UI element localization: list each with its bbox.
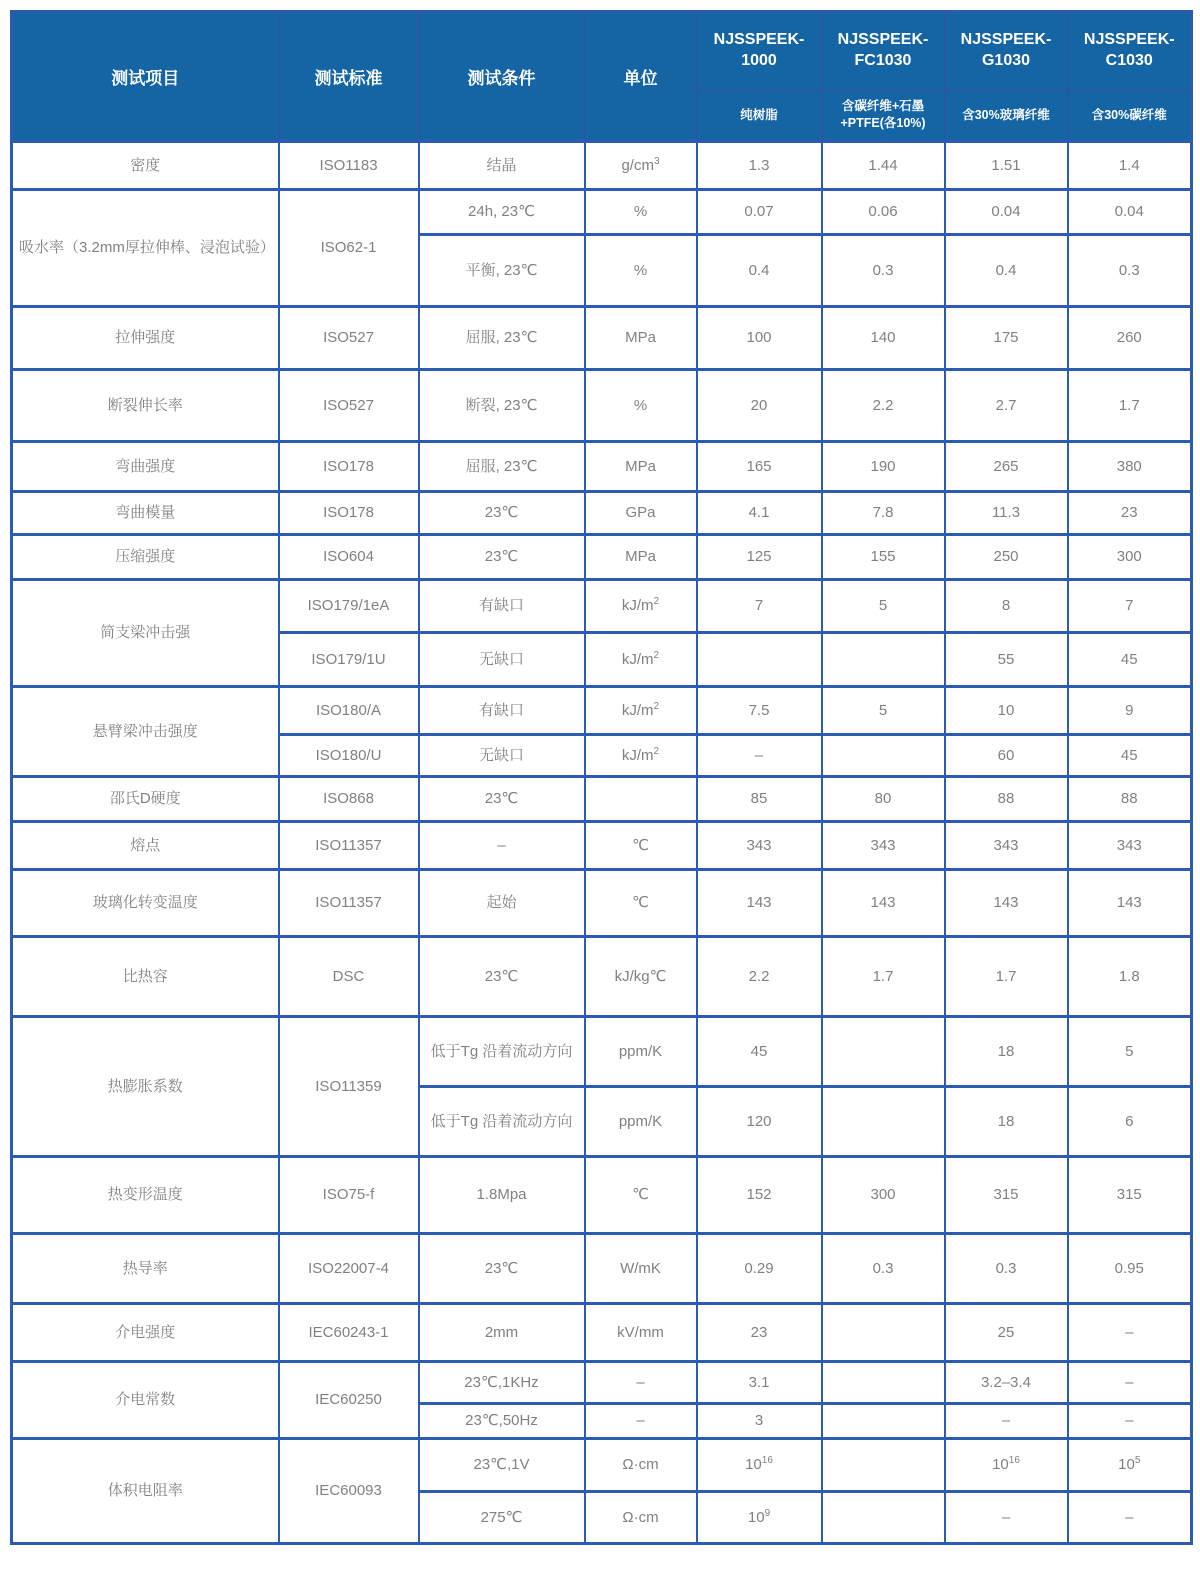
table-row [12,1234,1192,1304]
unit-cell: $kJ/m^2$ [585,687,697,735]
value-cell: 315 [1068,1157,1192,1234]
value-cell: 143 [1068,870,1192,937]
test-item-cell: 弯曲模量 [12,492,279,535]
unit-cell: ℃ [585,1157,697,1234]
product-name-header: NJSSPEEK-1000 [697,12,822,90]
unit-cell: Ω·cm [585,1439,697,1492]
value-cell [822,1404,945,1439]
unit-cell: – [585,1362,697,1404]
value-cell: 8 [945,580,1068,633]
unit-cell: – [585,1404,697,1439]
value-cell: 7.8 [822,492,945,535]
value-cell: 143 [822,870,945,937]
value-cell: 3.2–3.4 [945,1362,1068,1404]
table-row [12,777,1192,822]
standard-cell: ISO179/1U [279,633,419,687]
product-name-header: NJSSPEEK-G1030 [945,12,1068,90]
condition-cell: 275℃ [419,1492,585,1544]
unit-cell: MPa [585,535,697,580]
standard-cell: ISO604 [279,535,419,580]
value-cell: 1.4 [1068,142,1192,190]
value-cell: 155 [822,535,945,580]
value-cell: 100 [697,307,822,370]
value-cell: 2.7 [945,370,1068,442]
standard-cell: ISO868 [279,777,419,822]
value-cell: 3 [697,1404,822,1439]
value-cell: 0.4 [697,235,822,307]
value-cell: 143 [945,870,1068,937]
value-cell: – [1068,1304,1192,1362]
value-cell: 0.06 [822,190,945,235]
value-cell [822,1492,945,1544]
value-cell: 143 [697,870,822,937]
product-desc-header: 含30%玻璃纤维 [945,90,1068,142]
value-cell: 80 [822,777,945,822]
value-cell: 20 [697,370,822,442]
test-item-cell: 热膨胀系数 [12,1017,279,1157]
column-header-4: 单位 [585,12,697,142]
value-cell: 18 [945,1017,1068,1087]
value-cell: 6 [1068,1087,1192,1157]
value-cell: – [697,735,822,777]
table-row [12,937,1192,1017]
value-cell: 2.2 [697,937,822,1017]
value-cell [697,633,822,687]
unit-cell: $kJ/m^2$ [585,633,697,687]
condition-cell: 起始 [419,870,585,937]
value-cell: 120 [697,1087,822,1157]
condition-cell: 断裂, 23℃ [419,370,585,442]
table-row [12,142,1192,190]
value-cell: 300 [1068,535,1192,580]
value-cell: $10^{16}$ [945,1439,1068,1492]
unit-cell: MPa [585,307,697,370]
value-cell: 343 [822,822,945,870]
product-desc-header: 含30%碳纤维 [1068,90,1192,142]
table-row [12,1017,1192,1087]
unit-cell: ppm/K [585,1087,697,1157]
condition-cell: 2mm [419,1304,585,1362]
condition-cell: 24h, 23℃ [419,190,585,235]
value-cell: $10^9$ [697,1492,822,1544]
standard-cell: ISO180/A [279,687,419,735]
value-cell: 260 [1068,307,1192,370]
unit-cell: Ω·cm [585,1492,697,1544]
value-cell: 10 [945,687,1068,735]
value-cell: 88 [1068,777,1192,822]
condition-cell: 23℃,50Hz [419,1404,585,1439]
column-header-3: 测试条件 [419,12,585,142]
value-cell: – [945,1404,1068,1439]
value-cell: 11.3 [945,492,1068,535]
table-row [12,1157,1192,1234]
condition-cell: – [419,822,585,870]
value-cell: 23 [697,1304,822,1362]
test-item-cell: 拉伸强度 [12,307,279,370]
value-cell [822,1087,945,1157]
standard-cell: ISO178 [279,492,419,535]
value-cell: 0.95 [1068,1234,1192,1304]
value-cell: 5 [822,580,945,633]
standard-cell: ISO178 [279,442,419,492]
value-cell: 7.5 [697,687,822,735]
table-row [12,190,1192,235]
condition-cell: 屈服, 23℃ [419,442,585,492]
condition-cell: 平衡, 23℃ [419,235,585,307]
condition-cell: 1.8Mpa [419,1157,585,1234]
test-item-cell: 介电强度 [12,1304,279,1362]
value-cell [822,1362,945,1404]
standard-cell: ISO527 [279,370,419,442]
value-cell: 5 [822,687,945,735]
column-header-2: 测试标准 [279,12,419,142]
table-row [12,492,1192,535]
value-cell: 4.1 [697,492,822,535]
table-header [12,12,1192,142]
value-cell: 25 [945,1304,1068,1362]
test-item-cell: 简支梁冲击强 [12,580,279,687]
table-row [12,1304,1192,1362]
test-item-cell: 断裂伸长率 [12,370,279,442]
value-cell: 380 [1068,442,1192,492]
product-desc-header: 含碳纤维+石墨+PTFE(各10%) [822,90,945,142]
standard-cell: IEC60243-1 [279,1304,419,1362]
value-cell: 190 [822,442,945,492]
table-body [12,142,1192,1544]
value-cell: 85 [697,777,822,822]
value-cell: 152 [697,1157,822,1234]
unit-cell: % [585,190,697,235]
table-row [12,535,1192,580]
condition-cell: 23℃ [419,492,585,535]
table-row [12,870,1192,937]
value-cell: – [1068,1492,1192,1544]
unit-cell: ℃ [585,822,697,870]
value-cell: 7 [697,580,822,633]
material-properties-table [10,10,1193,1545]
condition-cell: 低于Tg 沿着流动方向 [419,1017,585,1087]
test-item-cell: 热变形温度 [12,1157,279,1234]
standard-cell: ISO11359 [279,1017,419,1157]
value-cell: $10^5$ [1068,1439,1192,1492]
standard-cell: IEC60093 [279,1439,419,1544]
value-cell: – [945,1492,1068,1544]
table-row [12,580,1192,633]
value-cell: 0.29 [697,1234,822,1304]
value-cell [822,735,945,777]
value-cell: 2.2 [822,370,945,442]
condition-cell: 23℃,1KHz [419,1362,585,1404]
value-cell [822,1439,945,1492]
condition-cell: 无缺口 [419,633,585,687]
standard-cell: ISO11357 [279,870,419,937]
test-item-cell: 介电常数 [12,1362,279,1439]
condition-cell: 23℃,1V [419,1439,585,1492]
standard-cell: ISO179/1eA [279,580,419,633]
value-cell [822,1017,945,1087]
value-cell: 60 [945,735,1068,777]
column-header-1: 测试项目 [12,12,279,142]
test-item-cell: 弯曲强度 [12,442,279,492]
table-row [12,442,1192,492]
value-cell: 250 [945,535,1068,580]
value-cell: 0.07 [697,190,822,235]
condition-cell: 有缺口 [419,580,585,633]
condition-cell: 有缺口 [419,687,585,735]
condition-cell: 无缺口 [419,735,585,777]
unit-cell: % [585,235,697,307]
value-cell: 5 [1068,1017,1192,1087]
value-cell: 343 [697,822,822,870]
unit-cell: MPa [585,442,697,492]
table-row [12,687,1192,735]
unit-cell: kJ/kg℃ [585,937,697,1017]
test-item-cell: 比热容 [12,937,279,1017]
test-item-cell: 压缩强度 [12,535,279,580]
value-cell: 343 [945,822,1068,870]
unit-cell: kV/mm [585,1304,697,1362]
value-cell: 0.3 [1068,235,1192,307]
test-item-cell: 吸水率（3.2mm厚拉伸棒、浸泡试验） [12,190,279,307]
standard-cell: ISO180/U [279,735,419,777]
value-cell: 0.3 [822,1234,945,1304]
value-cell: 300 [822,1157,945,1234]
standard-cell: ISO527 [279,307,419,370]
value-cell: 0.04 [945,190,1068,235]
test-item-cell: 悬臂梁冲击强度 [12,687,279,777]
standard-cell: ISO62-1 [279,190,419,307]
unit-cell: $kJ/m^2$ [585,735,697,777]
standard-cell: ISO75-f [279,1157,419,1234]
value-cell: 1.8 [1068,937,1192,1017]
value-cell: 1.44 [822,142,945,190]
product-name-header: NJSSPEEK-C1030 [1068,12,1192,90]
test-item-cell: 体积电阻率 [12,1439,279,1544]
value-cell: 0.04 [1068,190,1192,235]
test-item-cell: 邵氏D硬度 [12,777,279,822]
standard-cell: IEC60250 [279,1362,419,1439]
unit-cell: W/mK [585,1234,697,1304]
condition-cell: 结晶 [419,142,585,190]
value-cell: 1.7 [822,937,945,1017]
value-cell: 1.51 [945,142,1068,190]
condition-cell: 23℃ [419,777,585,822]
value-cell: 45 [1068,633,1192,687]
test-item-cell: 热导率 [12,1234,279,1304]
product-desc-header: 纯树脂 [697,90,822,142]
value-cell: 0.3 [822,235,945,307]
value-cell: 3.1 [697,1362,822,1404]
table-row [12,1362,1192,1404]
value-cell: 0.3 [945,1234,1068,1304]
value-cell: 55 [945,633,1068,687]
condition-cell: 23℃ [419,1234,585,1304]
condition-cell: 23℃ [419,535,585,580]
standard-cell: DSC [279,937,419,1017]
standard-cell: ISO1183 [279,142,419,190]
test-item-cell: 玻璃化转变温度 [12,870,279,937]
unit-cell: GPa [585,492,697,535]
unit-cell: ppm/K [585,1017,697,1087]
value-cell: 18 [945,1087,1068,1157]
unit-cell: % [585,370,697,442]
value-cell: 315 [945,1157,1068,1234]
test-item-cell: 密度 [12,142,279,190]
unit-cell: $g/cm^3$ [585,142,697,190]
value-cell: 23 [1068,492,1192,535]
value-cell: 343 [1068,822,1192,870]
condition-cell: 23℃ [419,937,585,1017]
test-item-cell: 熔点 [12,822,279,870]
value-cell: – [1068,1362,1192,1404]
value-cell: 0.4 [945,235,1068,307]
value-cell: 45 [1068,735,1192,777]
table-row [12,822,1192,870]
header-row-products [12,12,1192,90]
condition-cell: 屈服, 23℃ [419,307,585,370]
value-cell [822,633,945,687]
table-row [12,1439,1192,1492]
value-cell: 175 [945,307,1068,370]
unit-cell: ℃ [585,870,697,937]
value-cell: – [1068,1404,1192,1439]
condition-cell: 低于Tg 沿着流动方向 [419,1087,585,1157]
standard-cell: ISO11357 [279,822,419,870]
value-cell: 9 [1068,687,1192,735]
unit-cell: $kJ/m^2$ [585,580,697,633]
value-cell: 265 [945,442,1068,492]
standard-cell: ISO22007-4 [279,1234,419,1304]
value-cell: 45 [697,1017,822,1087]
product-name-header: NJSSPEEK-FC1030 [822,12,945,90]
value-cell [822,1304,945,1362]
value-cell: 1.7 [1068,370,1192,442]
value-cell: 165 [697,442,822,492]
value-cell: 1.3 [697,142,822,190]
value-cell: 7 [1068,580,1192,633]
value-cell: 125 [697,535,822,580]
value-cell: 140 [822,307,945,370]
unit-cell [585,777,697,822]
table-row [12,370,1192,442]
value-cell: 88 [945,777,1068,822]
table-row [12,307,1192,370]
value-cell: 1.7 [945,937,1068,1017]
value-cell: $10^{16}$ [697,1439,822,1492]
